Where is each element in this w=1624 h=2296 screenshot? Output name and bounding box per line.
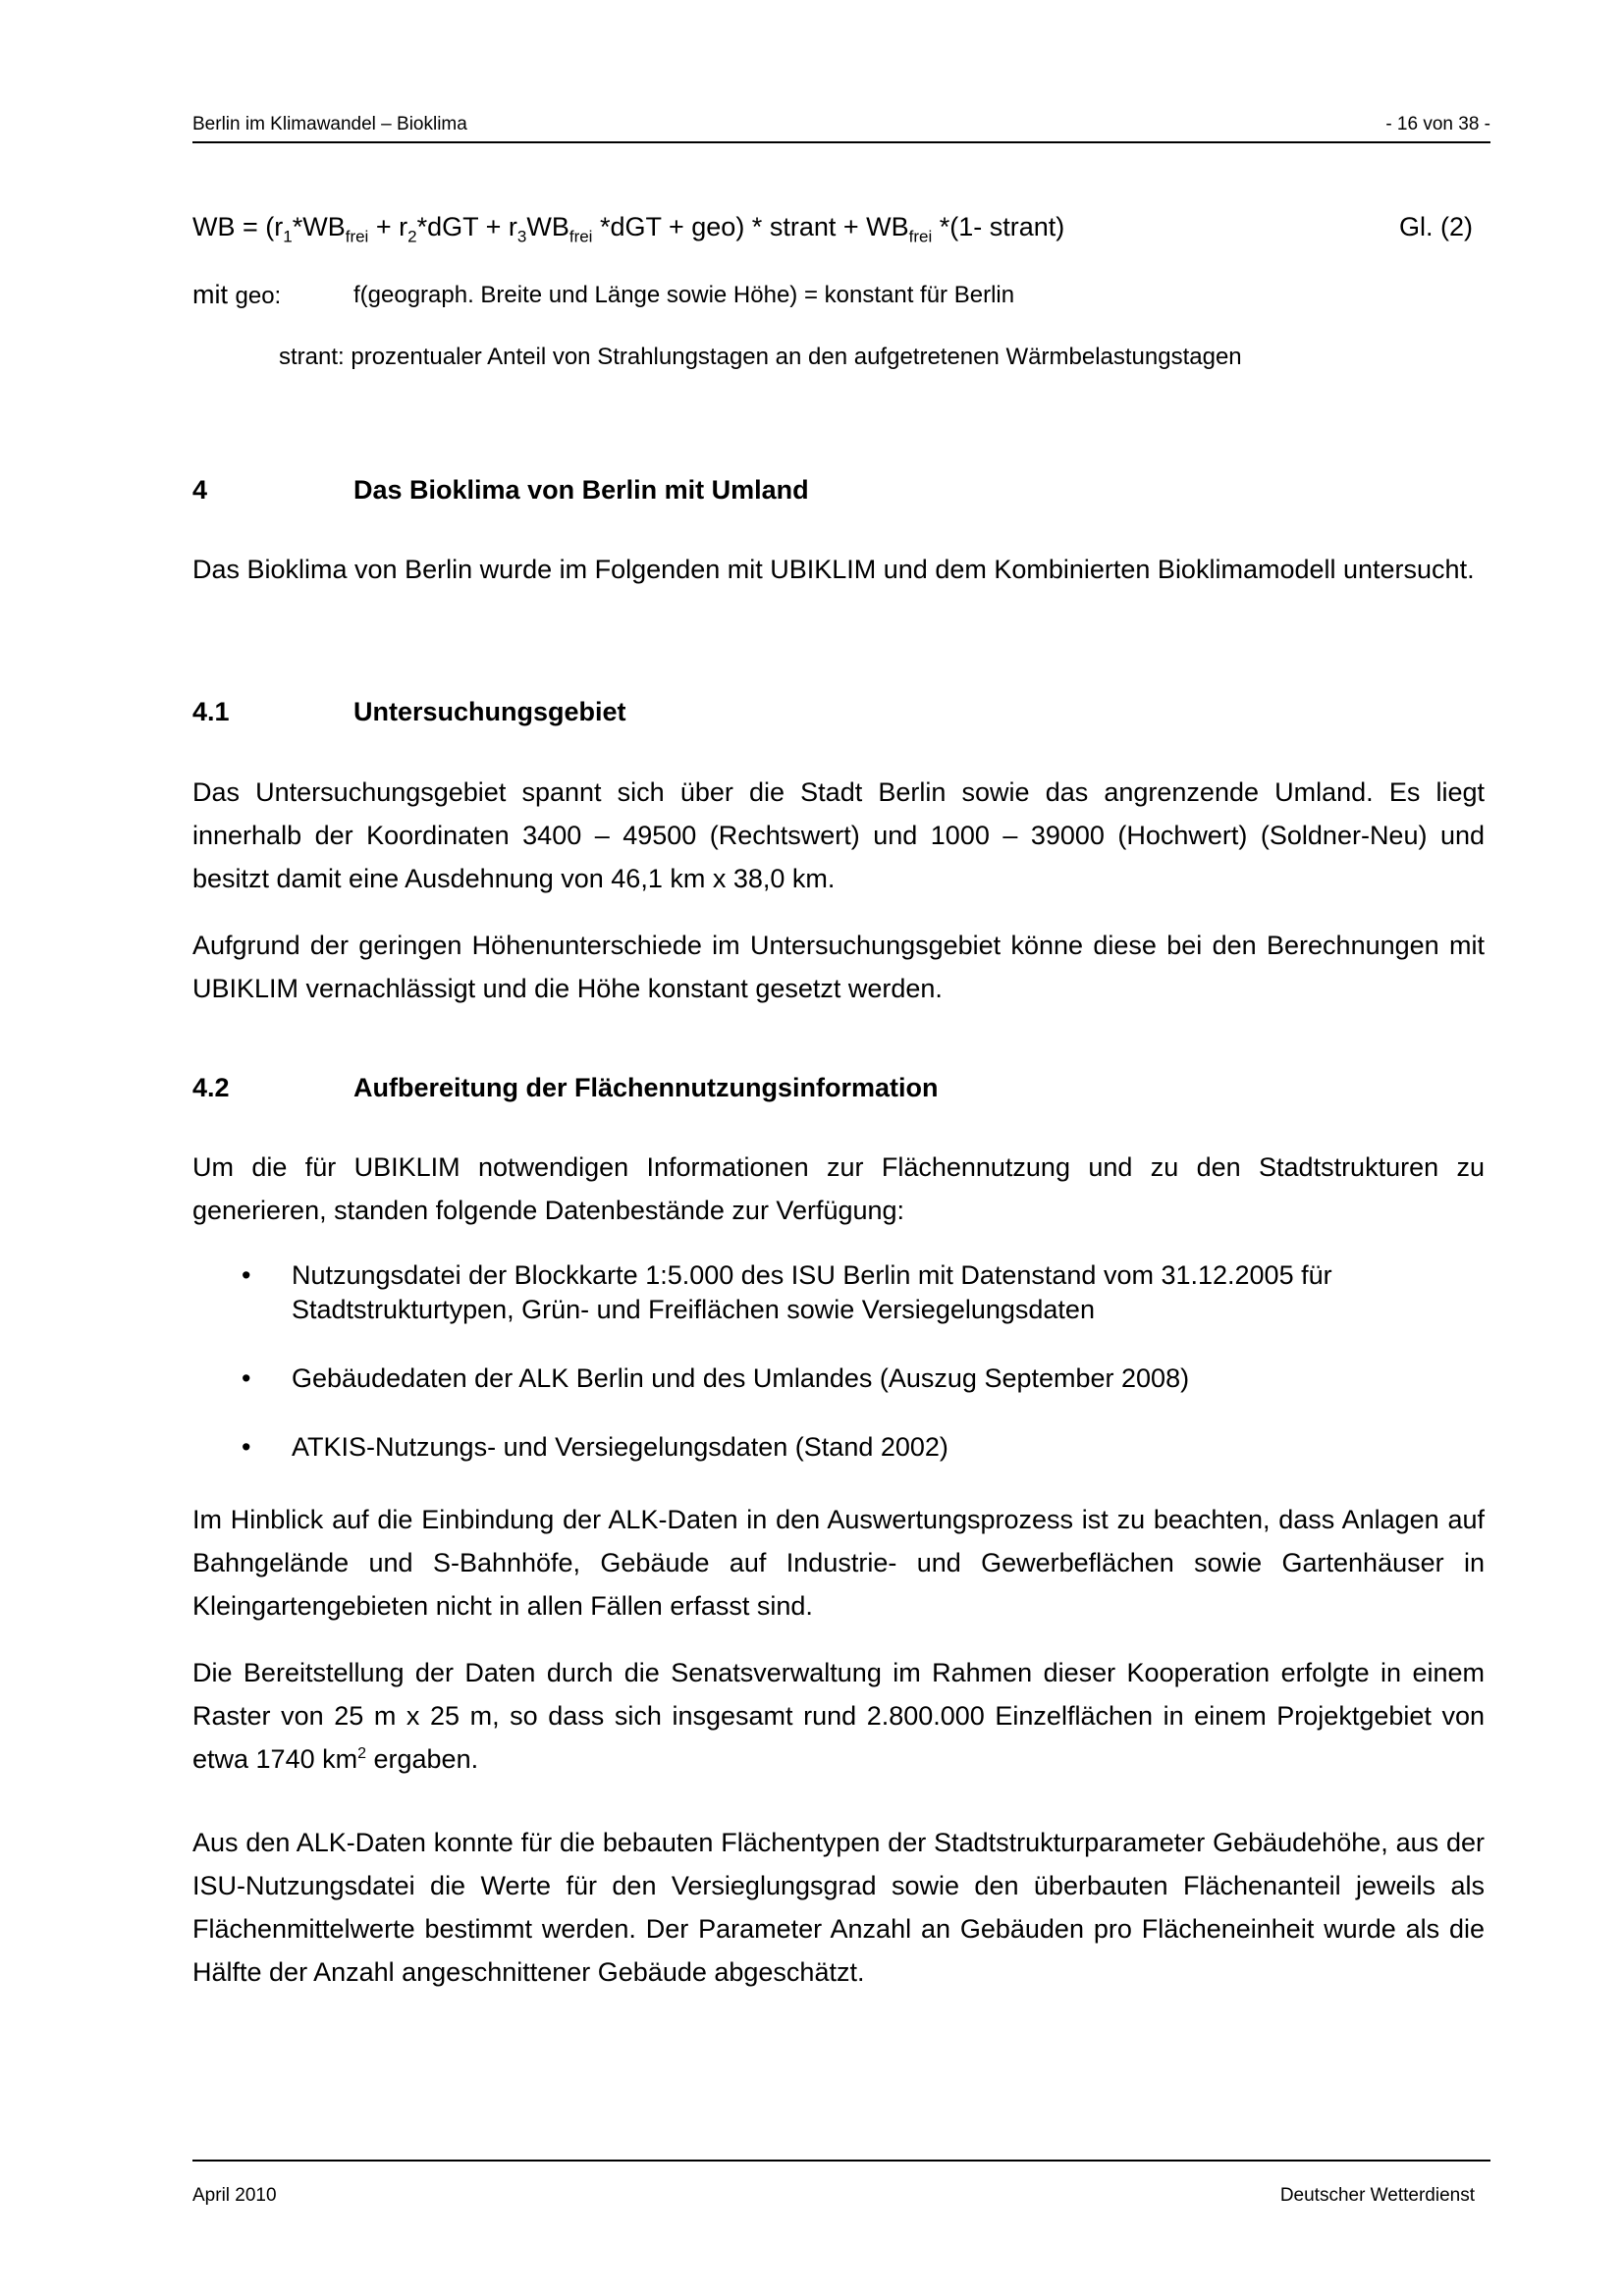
equation-part: *dGT + geo) * strant + WB [592, 212, 909, 241]
equation-part: + r [368, 212, 408, 241]
equation-part: *dGT + r [416, 212, 517, 241]
list-item [192, 1430, 1485, 1465]
equation-part: WB = (r [192, 212, 284, 241]
equation-subscript: 2 [407, 227, 417, 246]
header-page-number: - 16 von 38 - [1385, 114, 1490, 134]
section-4-2-paragraph-3: Aus den ALK-Daten konnte für die bebauten Flächentypen der Stadtstrukturparameter Gebäudehöhe, aus der ISU-Nutzungsdatei die Werte für den Versieglungsgrad sowie den überbauten Flächenanteil jeweils als Flächenmittelwerte bestimmt werden. Der Parameter Anzahl an Gebäuden pro Flächeneinheit wurde als die Hälfte der Anzahl angeschnittener Gebäude abgeschätzt. [192, 1828, 1485, 1987]
section-4-2-intro: Um die für UBIKLIM notwendigen Informationen zur Flächennutzung und zu den Stadtstrukturen zu generieren, standen folgende Datenbestände zur Verfügung: [192, 1152, 1485, 1225]
section-number: 4 [192, 475, 208, 505]
bullet-icon: • [242, 1363, 251, 1393]
equation-subscript: frei [568, 227, 593, 246]
equation-subscript: 1 [283, 227, 293, 246]
section-title: Aufbereitung der Flächennutzungsinformation [353, 1073, 939, 1102]
equation-subscript: frei [345, 227, 369, 246]
page-header [192, 112, 1490, 143]
bullet-icon: • [242, 1260, 251, 1290]
list-item [192, 1362, 1485, 1396]
definition-geo-text: f(geograph. Breite und Länge sowie Höhe) = konstant für Berlin [353, 282, 1015, 308]
definition-strant: strant: prozentualer Anteil von Strahlungstagen an den aufgetretenen Wärmbelastungstagen [279, 344, 1242, 370]
equation-part: WB [526, 212, 569, 241]
equation-subscript: frei [908, 227, 933, 246]
section-4-1-paragraph-2: Aufgrund der geringen Höhenunterschiede im Untersuchungsgebiet könne diese bei den Berechnungen mit UBIKLIM vernachlässigt und die Höhe konstant gesetzt werden. [192, 931, 1485, 1003]
page-footer [192, 2160, 1490, 2206]
definition-geo-label: geo: [235, 283, 282, 309]
superscript: 2 [357, 1745, 366, 1762]
section-4-1-paragraph-1: Das Untersuchungsgebiet spannt sich über die Stadt Berlin sowie das angrenzende Umland. Es liegt innerhalb der Koordinaten 3400 – 49500 (Rechtswert) und 1000 – 39000 (Hochwert) (Soldner-Neu) und besitzt damit eine Ausdehnung von 46,1 km x 38,0 km. [192, 777, 1485, 893]
section-4-paragraph: Das Bioklima von Berlin wurde im Folgenden mit UBIKLIM und dem Kombinierten Bioklimamodell untersucht. [192, 555, 1475, 584]
section-title: Untersuchungsgebiet [353, 697, 626, 726]
section-number: 4.2 [192, 1073, 230, 1102]
section-number: 4.1 [192, 697, 230, 726]
definition-mit-label: mit [192, 280, 228, 309]
list-item-text: ATKIS-Nutzungs- und Versiegelungsdaten (Stand 2002) [292, 1432, 948, 1462]
paragraph-text: ergaben. [366, 1744, 479, 1774]
footer-date: April 2010 [192, 2185, 277, 2206]
header-title: Berlin im Klimawandel – Bioklima [192, 114, 467, 134]
definition-geo [192, 280, 1015, 310]
equation [192, 212, 1479, 246]
list-item-text: Nutzungsdatei der Blockkarte 1:5.000 des ISU Berlin mit Datenstand vom 31.12.2005 für Stadtstrukturtypen, Grün- und Freiflächen sowie Versiegelungsdaten [292, 1260, 1332, 1324]
paragraph-text: Die Bereitstellung der Daten durch die Senatsverwaltung im Rahmen dieser Kooperation erfolgte in einem Raster von 25 m x 25 m, so dass sich insgesamt rund 2.800.000 Einzelflächen in einem Projektgebiet von etwa 1740 km [192, 1658, 1485, 1774]
bullet-icon: • [242, 1432, 251, 1462]
equation-subscript: 3 [516, 227, 527, 246]
section-4-2-paragraph-2 [192, 1651, 1485, 1781]
list-item-text: Gebäudedaten der ALK Berlin und des Umlandes (Auszug September 2008) [292, 1363, 1190, 1393]
section-title: Das Bioklima von Berlin mit Umland [353, 475, 809, 505]
equation-part: *WB [292, 212, 346, 241]
data-sources-list [192, 1258, 1485, 1465]
equation-part: *(1- strant) [932, 212, 1065, 241]
section-4-2-paragraph-1: Im Hinblick auf die Einbindung der ALK-Daten in den Auswertungsprozess ist zu beachten, dass Anlagen auf Bahngelände und S-Bahnhöfe, Gebäude auf Industrie- und Gewerbeflächen sowie Gartenhäuser in Kleingartengebieten nicht in allen Fällen erfasst sind. [192, 1505, 1485, 1621]
equation-number: Gl. (2) [1398, 212, 1473, 241]
footer-organization: Deutscher Wetterdienst [1279, 2185, 1475, 2206]
list-item [192, 1258, 1485, 1327]
